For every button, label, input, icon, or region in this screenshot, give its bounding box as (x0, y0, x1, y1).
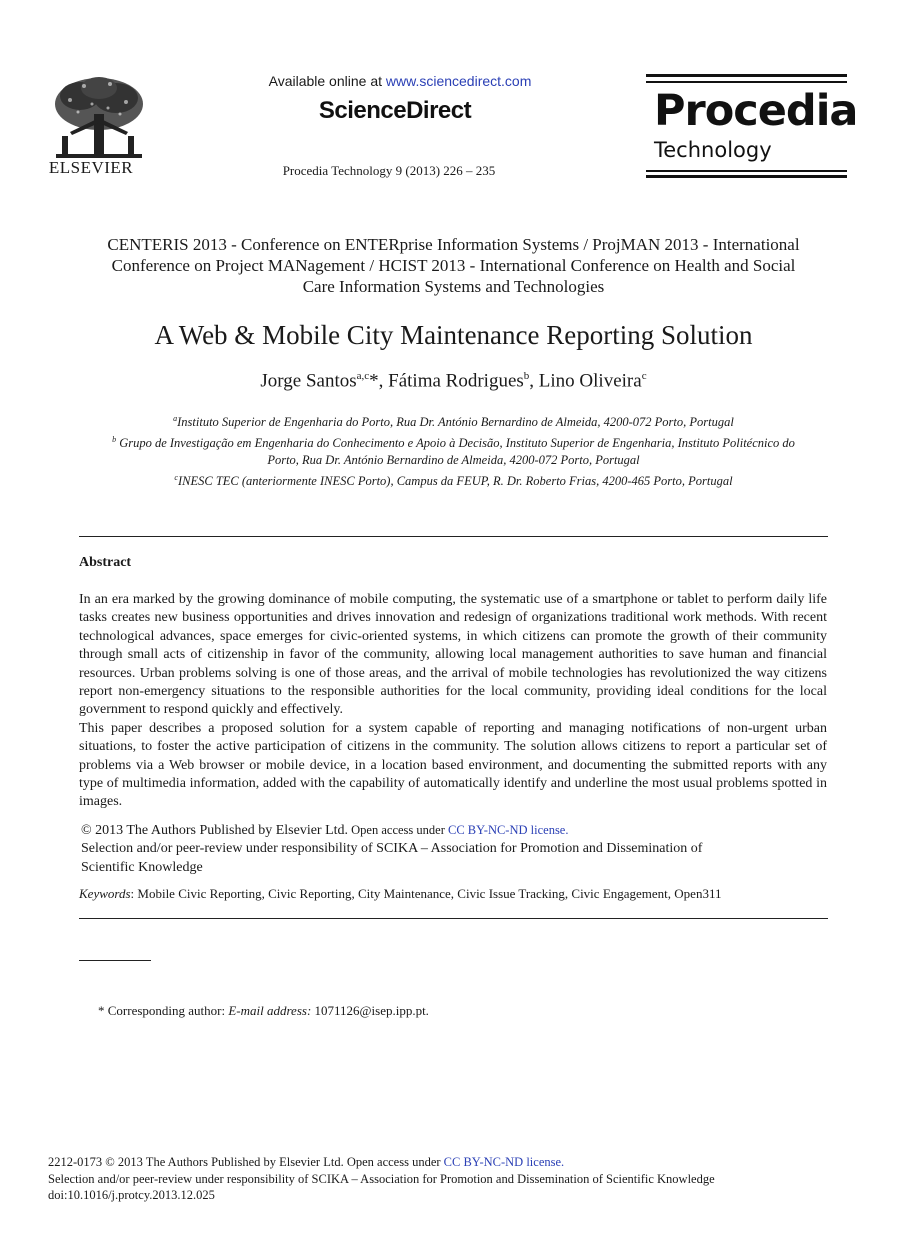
sciencedirect-link[interactable]: www.sciencedirect.com (385, 73, 532, 89)
email-address: 1071126@isep.ipp.pt. (311, 1003, 429, 1018)
conference-line: Care Information Systems and Technologies (302, 277, 605, 296)
keywords (79, 886, 829, 902)
available-online (200, 73, 600, 89)
author-separator: , (378, 370, 389, 392)
peer-review-line: Scientific Knowledge (81, 859, 203, 875)
conference-line: Conference on Project MANagement / HCIST 2013 - International Conference on Health and Social (111, 256, 796, 275)
affiliation-text: Grupo de Investigação em Engenharia do Conhecimento e Apoio à Decisão, Instituto Superior de Engenharia, Instituto Politécnico do (119, 436, 795, 451)
affiliations (60, 410, 847, 490)
peer-review-line: Selection and/or peer-review under responsibility of SCIKA – Association for Promotion and Dissemination of (81, 841, 703, 857)
affiliation-text: Instituto Superior de Engenharia do Porto, Rua Dr. António Bernardino de Almeida, 4200-072 Porto, Portugal (177, 415, 734, 430)
journal-brand: Procedia (654, 86, 858, 136)
logo-rule-top-thin (646, 81, 847, 83)
journal-reference: Procedia Technology 9 (2013) 226 – 235 (282, 163, 496, 178)
abstract-body (79, 591, 827, 812)
affiliation (60, 469, 847, 490)
author-affil-sup: c (641, 370, 647, 382)
email-label: E-mail address: (228, 1003, 312, 1018)
footnote-marker: * Corresponding author: (98, 1003, 229, 1018)
affiliation-sup: b (112, 435, 117, 445)
affiliation-sup: a (173, 414, 178, 423)
logo-rule-bottom (646, 175, 847, 178)
author-name: Fátima Rodrigues (388, 370, 524, 392)
tree-icon (50, 74, 148, 160)
footer-peer-review: Selection and/or peer-review under responsibility of SCIKA – Association for Promotion and Dissemination of Scientific Knowledge (48, 1171, 715, 1186)
issn-text: 2212-0173 © 2013 The Authors Published by Elsevier Ltd. Open access under (48, 1155, 444, 1169)
author-affil-sup: b (523, 370, 530, 382)
affiliation (60, 410, 847, 431)
author-list (60, 370, 847, 392)
footnote-rule (79, 960, 151, 961)
affiliation-text: INESC TEC (anteriormente INESC Porto), Campus da FEUP, R. Dr. Roberto Frias, 4200-465 Porto, Portugal (177, 474, 733, 489)
section-divider (79, 918, 828, 919)
conference-line: CENTERIS 2013 - Conference on ENTERprise Information Systems / ProjMAN 2013 - International (107, 235, 800, 254)
copyright-text: © 2013 The Authors Published by Elsevier Ltd. (81, 823, 349, 838)
publisher-name: ELSEVIER (48, 158, 134, 177)
abstract-heading: Abstract (79, 555, 132, 570)
affiliation-continuation: Porto, Rua Dr. António Bernardino de Almeida, 4200-072 Porto, Portugal (267, 453, 640, 468)
journal-logo (646, 74, 858, 179)
copyright-block (81, 821, 781, 877)
publication-info (48, 1154, 848, 1204)
author-name: Lino Oliveira (538, 370, 642, 392)
affiliation (60, 431, 847, 452)
author-mark: * (369, 370, 379, 392)
copyright-line (81, 821, 781, 840)
available-online-label: Available online at (268, 73, 386, 89)
footer-license-link[interactable]: CC BY-NC-ND license. (443, 1155, 565, 1169)
logo-rule-top (646, 74, 847, 77)
author-affil-sup: a,c (356, 370, 370, 382)
open-access-label: Open access under (348, 823, 448, 837)
keywords-text: : Mobile Civic Reporting, Civic Reporting, City Maintenance, Civic Issue Tracking, Civic Engagement, Open311 (130, 886, 722, 901)
doi: doi:10.1016/j.protcy.2013.12.025 (48, 1188, 215, 1203)
issn-line (48, 1154, 848, 1171)
affiliation-sup: c (174, 473, 178, 483)
journal-brand-sub: Technology (654, 138, 772, 162)
abstract-paragraph: In an era marked by the growing dominance of mobile computing, the systematic use of a smartphone or tablet to perform daily life tasks creates new business opportunities and drives innovation and redesign of organizations traditional work methods. With recent technological advances, space emerges for civic-oriented systems, in which citizens can promote the growth of their community through small acts of citizenship in favor of the community, allowing local management authorities to save human and financial resources. Urban problems solving is one of those areas, and the arrival of mobile technologies has revolutionized the way citizens report non-emergency situations to the responsible authorities for the local community, providing ideal conditions for the local government to respond quickly and effectively. (79, 592, 827, 718)
license-link[interactable]: CC BY-NC-ND license. (448, 823, 569, 837)
keywords-label: Keywords (79, 886, 131, 901)
corresponding-author-footnote (98, 1003, 429, 1019)
section-divider (79, 536, 828, 537)
author-separator: , (529, 370, 539, 392)
conference-name (60, 234, 847, 297)
author-name: Jorge Santos (260, 370, 357, 392)
abstract-paragraph: This paper describes a proposed solution for a system capable of reporting and managing notifications of non-urgent urban situations, to foster the active participation of citizens in the community. The solution allows citizens to report a particular set of problems via a Web browser or mobile device, in a location based environment, and documenting the submitted reports with any type of multimedia information, added with the capability of automatically identify and underline the most usual problems spotted in images. (79, 720, 827, 810)
platform-name: ScienceDirect (318, 97, 472, 124)
logo-rule-bottom-thin (646, 170, 847, 172)
paper-title: A Web & Mobile City Maintenance Reporting Solution (154, 320, 753, 350)
